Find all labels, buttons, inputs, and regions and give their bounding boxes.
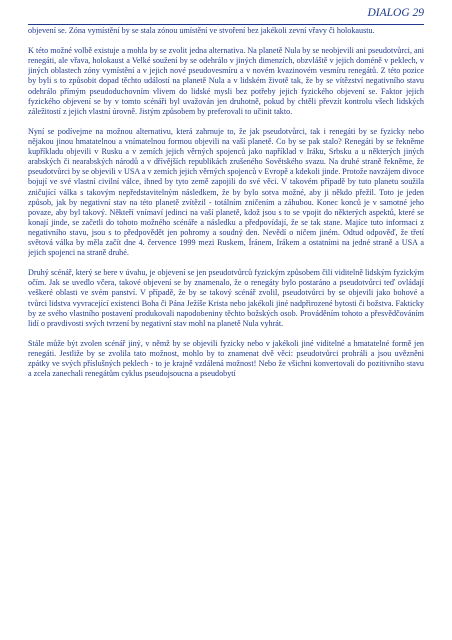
body-text xyxy=(28,26,424,634)
running-title: DIALOG 29 xyxy=(367,7,424,19)
paragraph-1: objevení se. Zóna vymístění by se stala zónou umístění ve stvoření bez jakékoli zevní vřavy či holokaustu. xyxy=(28,26,375,35)
paragraph-5: Stále může být zvolen scénář jiný, v němž by se objevili fyzicky nebo v jakékoli jiné viditelné a hmatatelné formě jen renegáti. Jestliže by se zvolila tato možnost, mohlo by to znamenat dvě věci: pseudotvůrci prohráli a jsou uvězněni zpátky ve svých příslušných peklech - to je krajně vzdálená možnost! Nebo že všichni konvertovali do pozitivního stavu a zcela zanechali renegátům cyklus pseudojsoucna a pseudobytí xyxy=(28,338,424,379)
paragraph-2: K této možné volbě existuje a mohla by se zvolit jedna alternativa. Na planetě Nula by se neobjevili ani pseudotvůrci, ani renegáti, ale vřava, holokaust a Velké soužení by se odehrálo v jiných dimenzích, obzvláště v jejich doméně v peklech, v jiných oblastech zóny vymístění a v jejich nové pseudovesmíru a v novém kvazinovém vesmíru renegátů. Z této pozice by byli s to způsobit dopad těchto událostí na planetě Nula a v lidském životě tak, že by se vítězství negativního stavu odehrálo přímým pseudoduchovním vlivem do lidské mysli bez potřeby jejich fyzického objevení se. Faktor jejich fyzického objevení se by v tomto scénáři byl uvažován jen druhotně, pokud by chtěli převzít kontrolu všech lidských záležitostí z jejich vlastní úrovně. Jistým způsobem by preferovali to učinit takto. xyxy=(28,46,424,116)
paragraph-4: Druhý scénář, který se bere v úvahu, je objevení se jen pseudotvůrců fyzickým způsobem čili viditelně lidským fyzickým očím. Jak se uvedlo včera, takové objevení se by znamenalo, že o renegáty bylo postaráno a pseudotvůrci teď ovládají veškeré oblasti ve svém panství. V případě, že by se takový scénář zvolil, pseudotvůrci by se objevili jako bohové a tvůrci lidstva vyvracející existenci Boha či Pána Ježíše Krista nebo jakékoli jiné nadpřirozené bytosti či božstva. Fakticky by ze svého vlastního postavení produkovali napodobeniny těchto božských osob. Prováděním tohoto a přesvědčováním lidí o pravdivosti svých tvrzení by negativní stav mohl na planetě Nula vyhrát. xyxy=(28,268,424,328)
paragraph-3: Nyní se podívejme na možnou alternativu, která zahrnuje to, že jak pseudotvůrci, tak i renegáti by se fyzicky nebo nějakou jinou hmatatelnou a vnímatelnou formou objevili na vaší planetě. Co by se pak stalo? Renegáti by se řekněme kupříkladu objevili v Rusku a v zemích jejich věrných spojenců jako například v Iráku, Srbsku a u některých jiných arabských či nearabských národů a v dřívějších republikách zrušeného Sovětského svazu. Na druhé straně řekněme, že pseudotvůrci by se objevili v USA a v zemích jejich věrných spojenců v Evropě a kdekoli jinde. Protože navzájem divoce bojují ve své vlastní civilní válce, ihned by tyto země zapojili do své věci. V takovém případě by tuto planetu soužila zničující válka s takovým nepředstavitelným následkem, že by bylo sotva možné, aby ji někdo přežil. Toto je jeden způsob, jak by negativní stav na této planetě zvítězil - totálním zničením a záhubou. Konec konců je v samotné jeho povaze, aby byl takový. Někteří vnímaví jedinci na vaší planetě, kdož jsou s to se vpojit do některých aspektů, které se konají jinde, se začetli do tohoto možného scénáře a následku a předpovídají, že se tak stane. Majíce tuto informaci z negativního stavu, jsou s to předpovědět jen pohromy a soudný den. Nevědí o ničem jiném. Odtud odpověď, že třetí světová válka by měla začít dne 4. července 1999 mezi Ruskem, Íránem, Irákem a ostatními na jedné straně a USA a jejich spojenci na straně druhé. xyxy=(28,126,424,258)
page-header xyxy=(28,8,424,25)
